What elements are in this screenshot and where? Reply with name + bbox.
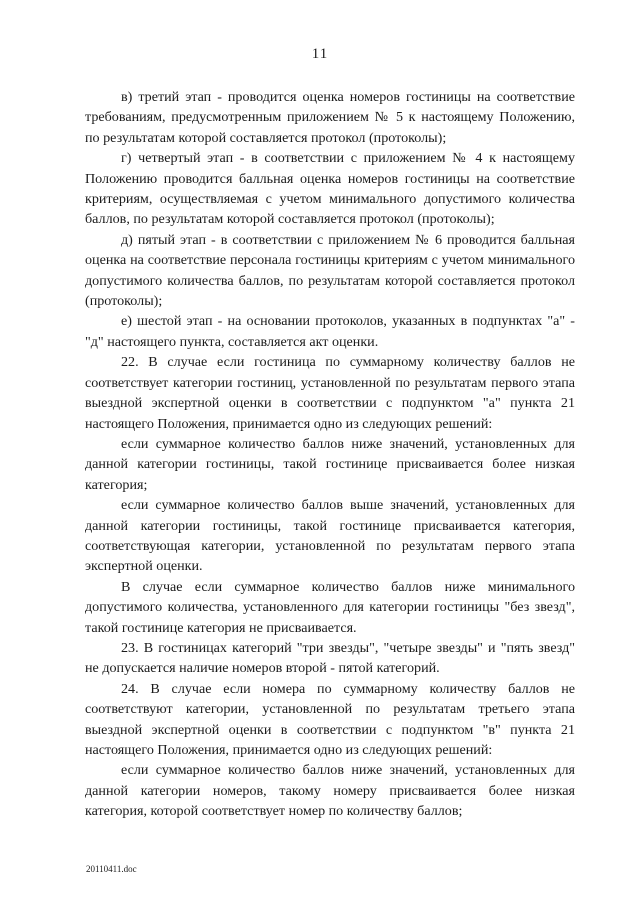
page-number: 11 — [311, 46, 329, 62]
paragraph-22: 22. В случае если гостиница по суммарному количеству баллов не соответствует категории гостиниц, установленной по результатам первого этапа выездной экспертной оценки в соответствии с подпунктом "а" пункта 21 настоящего Положения, принимается одно из следующих решений: — [85, 354, 575, 432]
paragraph-item-v: в) третий этап - проводится оценка номеров гостиницы на соответствие требованиям, предусмотренным приложением № 5 к настоящему Положению, по результатам которой составляется протокол (протоколы); — [85, 89, 575, 146]
paragraph-22-no-category: В случае если суммарное количество баллов ниже минимального допустимого количества, установленного для категории гостиницы "без звезд", такой гостинице категория не присваивается. — [85, 578, 575, 636]
paragraph-item-e: е) шестой этап - на основании протоколов, указанных в подпунктах "а" - "д" настоящего пункта, составляется акт оценки. — [85, 313, 575, 350]
paragraph-24-decision-lower: если суммарное количество баллов ниже значений, установленных для данной категории номеров, такому номеру присваивается более низкая категория, которой соответствует номер по количеству баллов; — [85, 762, 575, 820]
paragraph-22-decision-higher: если суммарное количество баллов выше значений, установленных для данной категории гостиницы, такой гостинице присваивается категория, соответствующая категории, установленной по результатам первого этапа экспертной оценки. — [85, 497, 575, 575]
paragraph-item-g: г) четвертый этап - в соответствии с приложением № 4 к настоящему Положению проводится балльная оценка номеров гостиницы на соответствие критериям, осуществляемая с учетом минимального допустимого количества баллов, по результатам которой составляется протокол (протоколы); — [85, 150, 575, 228]
footer-filename: 20110411.doc — [86, 864, 137, 874]
paragraph-24: 24. В случае если номера по суммарному количеству баллов не соответствуют категории, установленной по результатам третьего этапа выездной экспертной оценки в соответствии с подпунктом "в" пункта 21 настоящего Положения, принимается одно из следующих решений: — [85, 680, 575, 758]
document-body — [85, 87, 575, 822]
paragraph-item-d: д) пятый этап - в соответствии с приложением № 6 проводится балльная оценка на соответствие персонала гостиницы критериям с учетом минимального допустимого количества баллов, по результатам которой составляется протокол (протоколы); — [85, 231, 575, 310]
paragraph-23: 23. В гостиницах категорий "три звезды", "четыре звезды" и "пять звезд" не допускается наличие номеров второй - пятой категорий. — [85, 639, 575, 677]
paragraph-22-decision-lower: если суммарное количество баллов ниже значений, установленных для данной категории гостиницы, такой гостинице присваивается более низкая категория; — [85, 435, 575, 493]
